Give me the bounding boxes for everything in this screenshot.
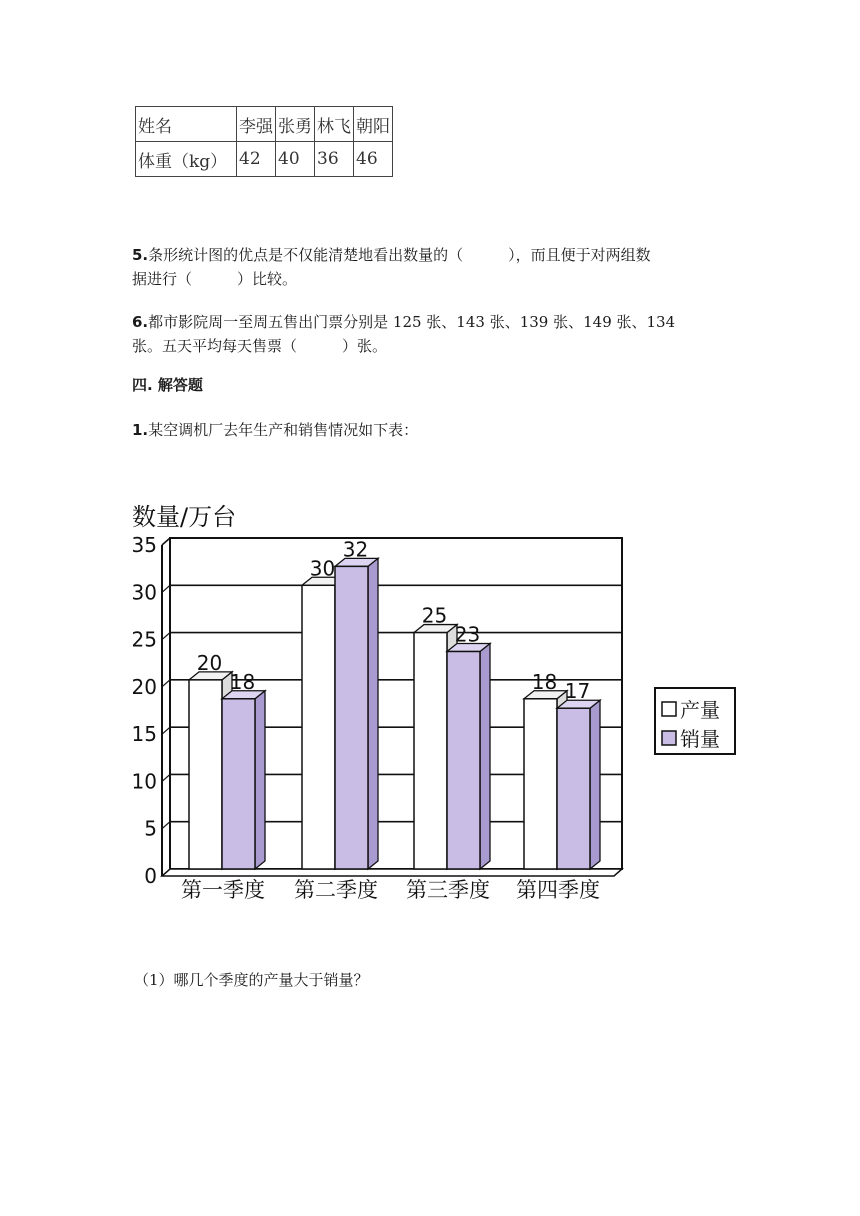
bar [189,680,222,869]
question-text: 条形统计图的优点是不仅能清楚地看出数量的（ ），而且便于对两组数 [148,246,651,264]
table-cell: 42 [237,142,276,177]
question-number: 1. [132,421,149,439]
bar-side [255,691,265,869]
legend-swatch [662,702,676,716]
data-label: 30 [309,556,336,581]
bar [222,699,255,869]
table-header-weight: 体重（kg） [136,142,237,177]
table-cell: 林飞 [315,107,354,142]
data-label: 18 [531,669,558,694]
table-cell: 36 [315,142,354,177]
question-text: 某空调机厂去年生产和销售情况如下表： [148,421,419,439]
x-tick-label: 第四季度 [516,878,600,902]
table-cell: 46 [354,142,393,177]
bar-side [480,643,490,869]
sub-question-1: （1）哪几个季度的产量大于销量？ [134,971,369,989]
y-tick-label: 20 [131,674,157,699]
x-tick-label: 第二季度 [294,878,378,902]
section-title: 四. 解答题 [132,376,203,394]
bar [447,651,480,869]
y-tick-label: 30 [131,580,157,605]
table-cell: 40 [276,142,315,177]
gridline-depth [162,585,170,592]
table-cell: 张勇 [276,107,315,142]
legend-label: 销量 [680,727,720,751]
plot-floor [162,869,622,876]
x-tick-label: 第三季度 [406,878,490,902]
question-number: 5. [132,246,149,264]
y-axis-label: 数量/万台 [132,503,237,531]
bar-side [368,558,378,869]
bar [524,699,557,869]
table-header-name: 姓名 [136,107,237,142]
bar [302,585,335,869]
gridline-depth [162,727,170,734]
bar [335,566,368,869]
data-label: 32 [342,537,369,562]
gridline-depth [162,633,170,640]
gridline-depth [162,680,170,687]
y-axis-cap [162,538,170,545]
data-label: 25 [421,603,448,628]
legend-label: 产量 [680,698,720,722]
gridline-depth [162,774,170,781]
table-cell: 李强 [237,107,276,142]
legend-swatch [662,731,676,745]
question-number: 6. [132,313,149,331]
y-tick-label: 25 [131,627,157,652]
y-tick-label: 10 [131,769,157,794]
question-text: 张。五天平均每天售票（ ）张。 [132,337,388,355]
question-text: 据进行（ ）比较。 [132,270,298,288]
x-tick-label: 第一季度 [181,878,265,902]
data-label: 20 [196,650,223,675]
y-tick-label: 35 [131,533,157,557]
bar [414,633,447,869]
table-cell: 朝阳 [354,107,393,142]
bar [557,708,590,869]
y-tick-label: 15 [131,722,157,747]
data-label: 18 [229,669,256,694]
data-label: 17 [564,679,591,704]
data-label: 23 [454,622,481,647]
question-text: 都市影院周一至周五售出门票分别是 125 张、143 张、139 张、149 张、134 [148,313,676,331]
y-tick-label: 5 [144,816,157,841]
gridline-depth [162,822,170,829]
bar-side [590,700,600,869]
y-tick-label: 0 [144,864,157,888]
